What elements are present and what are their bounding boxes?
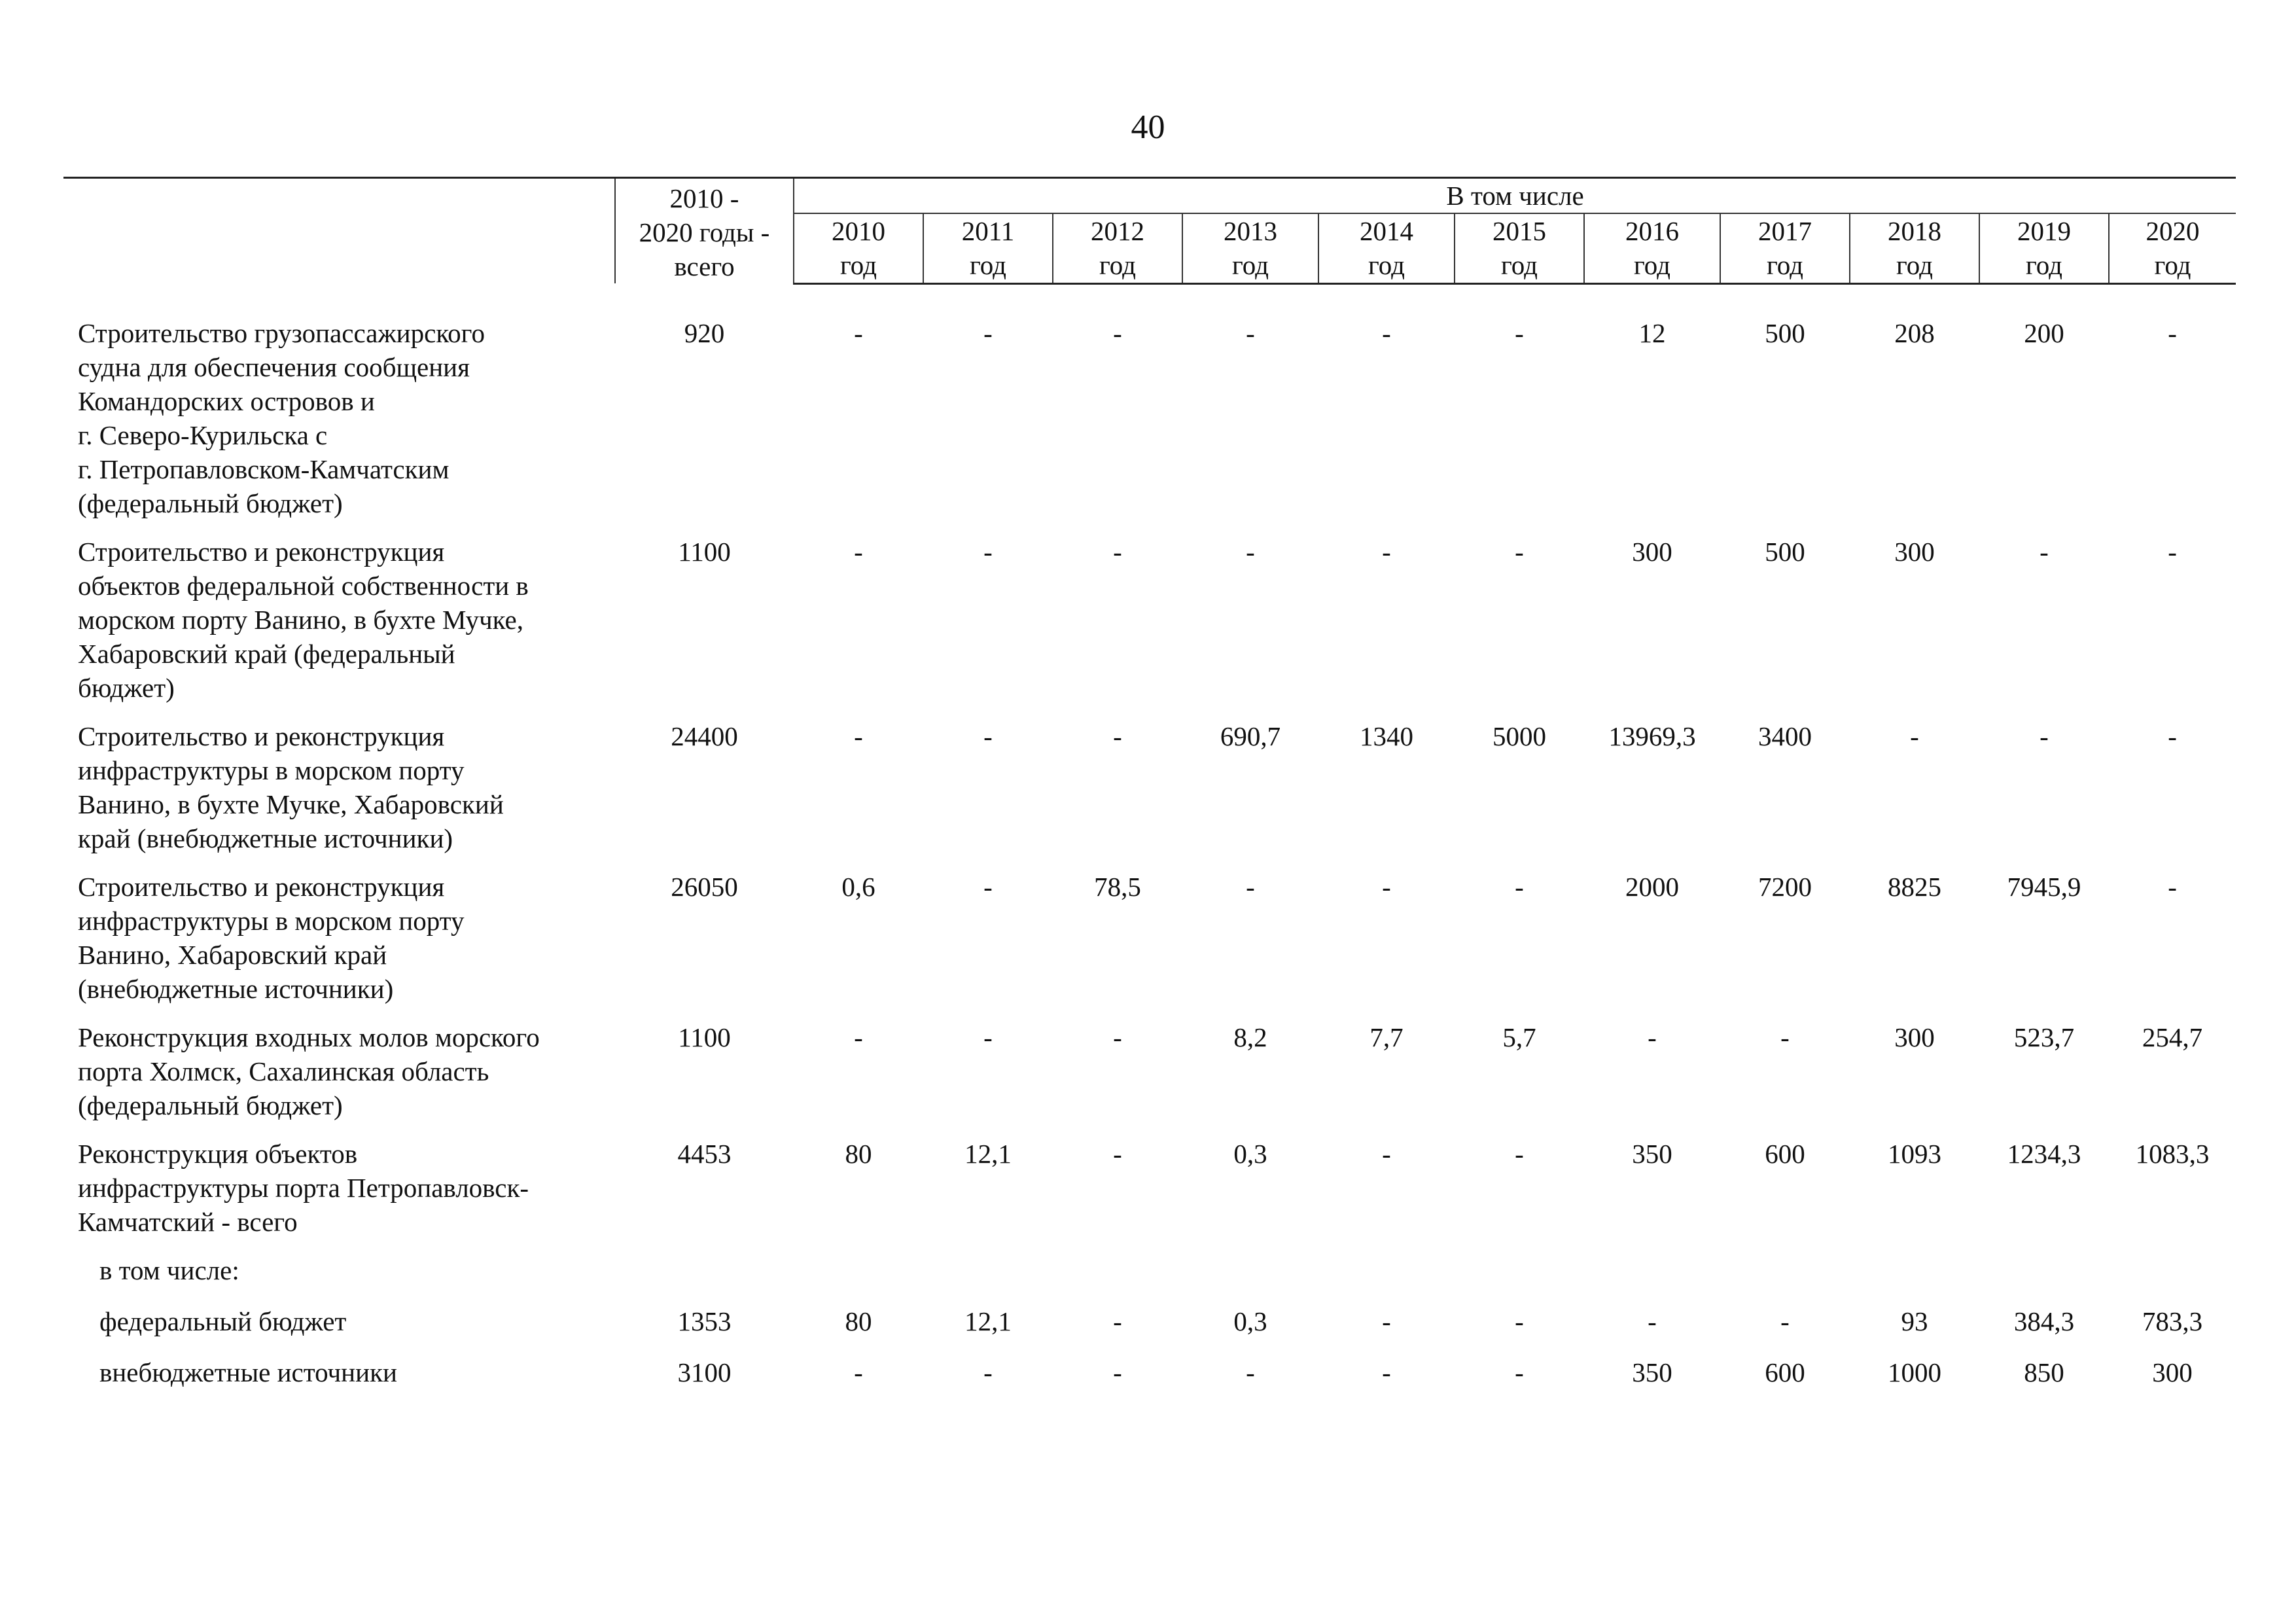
row-value: 93 — [1901, 1306, 1928, 1336]
row-value: - — [983, 317, 993, 348]
header-year-unit: год — [1232, 250, 1269, 281]
header-year-unit: год — [970, 250, 1006, 281]
row-value: 600 — [1765, 1138, 1805, 1169]
row-value: - — [1780, 1022, 1790, 1052]
table-row — [63, 535, 2236, 719]
row-value: 12,1 — [964, 1306, 1012, 1336]
header-year-2017 — [1720, 213, 1850, 283]
table-row — [63, 1355, 2236, 1406]
row-value: 0,3 — [1233, 1306, 1267, 1336]
row-value: 300 — [2152, 1357, 2193, 1387]
row-value: - — [854, 317, 863, 348]
row-value: - — [854, 1357, 863, 1387]
row-value: - — [983, 1357, 993, 1387]
row-value: - — [1515, 1306, 1524, 1336]
row-value: 300 — [1894, 536, 1935, 567]
spacer-row — [63, 283, 2236, 316]
row-value: 350 — [1632, 1357, 1672, 1387]
row-total: 1100 — [678, 536, 731, 567]
row-value: - — [1382, 871, 1391, 902]
row-value: 384,3 — [2013, 1306, 2075, 1336]
header-year-unit: год — [2026, 250, 2062, 281]
header-year-unit: год — [1099, 250, 1136, 281]
table-row — [63, 870, 2236, 1020]
header-year-label: 2011 — [961, 216, 1015, 247]
header-year-unit: год — [840, 250, 877, 281]
header-group-label: В том числе — [1446, 181, 1584, 211]
row-value: 783,3 — [2142, 1306, 2203, 1336]
row-value: 8825 — [1888, 871, 1941, 902]
header-year-2016 — [1584, 213, 1720, 283]
row-value: 5,7 — [1502, 1022, 1536, 1052]
row-value: - — [1113, 721, 1122, 751]
header-year-label: 2017 — [1758, 216, 1812, 247]
header-year-label: 2014 — [1360, 216, 1413, 247]
row-total: 1100 — [678, 1022, 731, 1052]
row-value: - — [1648, 1022, 1657, 1052]
row-value: 12 — [1638, 317, 1666, 348]
header-year-2011 — [923, 213, 1053, 283]
row-value: 300 — [1894, 1022, 1935, 1052]
header-year-2019 — [1979, 213, 2109, 283]
row-total: 26050 — [671, 871, 738, 902]
header-year-label: 2018 — [1888, 216, 1941, 247]
row-value: 350 — [1632, 1138, 1672, 1169]
header-year-label: 2019 — [2017, 216, 2071, 247]
row-value: 13969,3 — [1608, 721, 1696, 751]
header-year-unit: год — [1368, 250, 1405, 281]
header-year-unit: год — [1767, 250, 1803, 281]
row-value: - — [2168, 721, 2177, 751]
row-value: - — [1382, 536, 1391, 567]
row-value: - — [1113, 1306, 1122, 1336]
row-value: 5000 — [1492, 721, 1546, 751]
table-row — [63, 316, 2236, 535]
row-total: 1353 — [677, 1306, 732, 1336]
header-year-label: 2010 — [832, 216, 885, 247]
row-value: 200 — [2024, 317, 2064, 348]
row-value: - — [854, 721, 863, 751]
header-year-2015 — [1455, 213, 1584, 283]
row-value: 500 — [1765, 317, 1805, 348]
row-value: 850 — [2024, 1357, 2064, 1387]
row-name: федеральный бюджет — [99, 1306, 347, 1336]
row-value: - — [2040, 721, 2049, 751]
row-value: 80 — [845, 1138, 872, 1169]
table-row — [63, 1304, 2236, 1355]
header-year-2013 — [1182, 213, 1318, 283]
row-value: - — [1246, 871, 1255, 902]
row-value: 600 — [1765, 1357, 1805, 1387]
row-value: 7,7 — [1369, 1022, 1404, 1052]
row-name: Реконструкция входных молов морского порта Холмск, Сахалинская область (федеральный бюджет) — [78, 1022, 540, 1120]
row-value: - — [2168, 536, 2177, 567]
row-value: 208 — [1894, 317, 1935, 348]
header-year-unit: год — [1896, 250, 1933, 281]
header-year-unit: год — [2154, 250, 2191, 281]
row-value: - — [1515, 317, 1524, 348]
row-value: - — [1246, 1357, 1255, 1387]
row-value: 0,3 — [1233, 1138, 1267, 1169]
table-row — [63, 1137, 2236, 1253]
header-group-cell — [794, 178, 2236, 214]
header-year-label: 2015 — [1492, 216, 1546, 247]
header-total-label: 2010 - 2020 годы - всего — [639, 183, 770, 281]
row-value: 523,7 — [2013, 1022, 2075, 1052]
header-year-2010 — [794, 213, 923, 283]
row-value: 690,7 — [1220, 721, 1281, 751]
row-value: - — [1246, 317, 1255, 348]
row-value: 78,5 — [1094, 871, 1141, 902]
page-number: 40 — [1131, 109, 1165, 146]
row-value: 1000 — [1888, 1357, 1941, 1387]
row-value: 2000 — [1625, 871, 1679, 902]
row-total: 24400 — [671, 721, 738, 751]
row-total: 4453 — [677, 1138, 732, 1169]
header-year-label: 2016 — [1625, 216, 1679, 247]
row-value: - — [1515, 1357, 1524, 1387]
row-value: - — [1113, 536, 1122, 567]
row-total: 920 — [684, 317, 725, 348]
sub-heading-row — [63, 1253, 2236, 1304]
table-header — [63, 178, 2236, 284]
row-value: - — [983, 536, 993, 567]
row-value: - — [1113, 317, 1122, 348]
row-value: - — [1382, 1357, 1391, 1387]
row-value: 500 — [1765, 536, 1805, 567]
row-value: 12,1 — [964, 1138, 1012, 1169]
row-name: внебюджетные источники — [99, 1357, 397, 1387]
header-blank-cell — [63, 178, 615, 284]
sub-heading: в том числе: — [99, 1255, 239, 1285]
row-name: Реконструкция объектов инфраструктуры порта Петропавловск- Камчатский - всего — [78, 1138, 529, 1237]
table-row — [63, 1020, 2236, 1137]
row-value: - — [983, 1022, 993, 1052]
row-value: - — [1515, 536, 1524, 567]
row-value: 3400 — [1758, 721, 1812, 751]
funding-table — [63, 177, 2236, 1406]
header-year-label: 2012 — [1091, 216, 1144, 247]
row-value: - — [1113, 1357, 1122, 1387]
row-value: - — [1113, 1022, 1122, 1052]
row-value: - — [1515, 871, 1524, 902]
row-name: Строительство грузопассажирского судна для обеспечения сообщения Командорских островов и г. Северо-Курильска с г. Петропавловском-Камчатским (федеральный бюджет) — [78, 317, 485, 518]
header-year-2012 — [1053, 213, 1182, 283]
row-name: Строительство и реконструкция инфраструктуры в морском порту Ванино, Хабаровский край (внебюджетные источники) — [78, 871, 465, 1004]
row-value: - — [1382, 1138, 1391, 1169]
header-year-unit: год — [1634, 250, 1670, 281]
row-value: 1083,3 — [2135, 1138, 2210, 1169]
row-value: 0,6 — [841, 871, 875, 902]
row-value: 80 — [845, 1306, 872, 1336]
row-value: - — [983, 721, 993, 751]
header-year-2014 — [1318, 213, 1455, 283]
row-name: Строительство и реконструкция инфраструктуры в морском порту Ванино, в бухте Мучке, Хабаровский край (внебюджетные источники) — [78, 721, 504, 853]
row-value: 8,2 — [1233, 1022, 1267, 1052]
header-year-unit: год — [1501, 250, 1538, 281]
row-value: - — [2040, 536, 2049, 567]
row-value: - — [1246, 536, 1255, 567]
header-year-label: 2013 — [1224, 216, 1277, 247]
row-value: - — [1382, 1306, 1391, 1336]
row-value: 254,7 — [2142, 1022, 2203, 1052]
table-body — [63, 283, 2236, 1406]
row-total: 3100 — [677, 1357, 732, 1387]
row-value: - — [1113, 1138, 1122, 1169]
row-value: 1093 — [1888, 1138, 1941, 1169]
row-value: 300 — [1632, 536, 1672, 567]
row-value: - — [2168, 871, 2177, 902]
table-row — [63, 719, 2236, 870]
row-value: - — [2168, 317, 2177, 348]
row-value: 7945,9 — [2007, 871, 2081, 902]
header-year-2020 — [2109, 213, 2236, 283]
row-value: 1340 — [1360, 721, 1413, 751]
row-value: - — [1382, 317, 1391, 348]
row-value: - — [854, 536, 863, 567]
row-name: Строительство и реконструкция объектов федеральной собственности в морском порту Ванино, в бухте Мучке, Хабаровский край (федеральный бюджет) — [78, 536, 529, 703]
row-value: - — [983, 871, 993, 902]
row-value: - — [1780, 1306, 1790, 1336]
header-year-2018 — [1850, 213, 1979, 283]
row-value: - — [1910, 721, 1919, 751]
row-value: - — [1515, 1138, 1524, 1169]
header-total-cell — [615, 178, 794, 284]
row-value: - — [854, 1022, 863, 1052]
header-year-label: 2020 — [2146, 216, 2200, 247]
row-value: 7200 — [1758, 871, 1812, 902]
row-value: - — [1648, 1306, 1657, 1336]
row-value: 1234,3 — [2007, 1138, 2081, 1169]
